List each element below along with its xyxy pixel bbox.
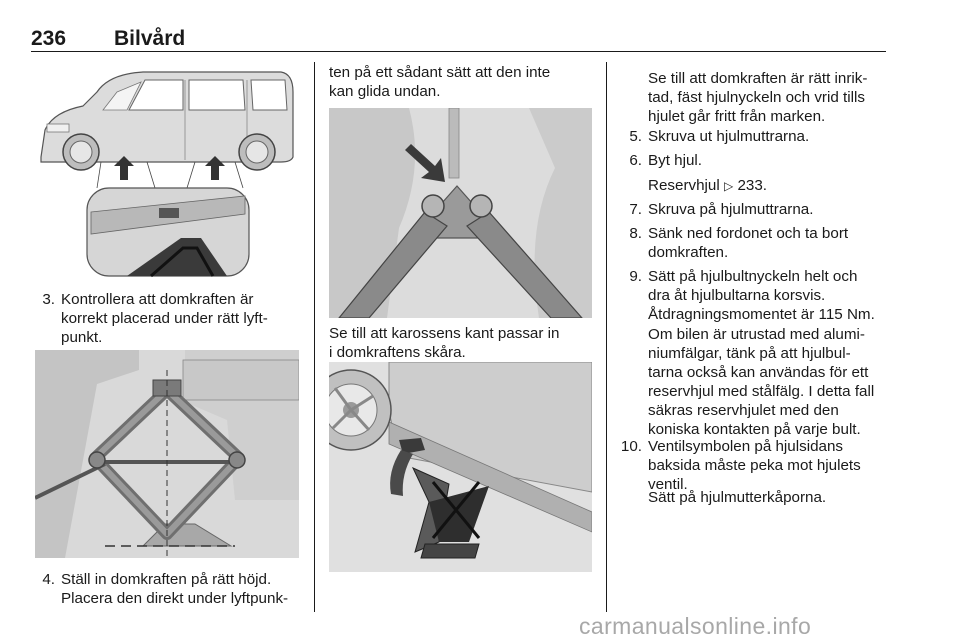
step-9-line: Sätt på hjulbultnyckeln helt och	[648, 268, 858, 285]
intro-line: tad, fäst hjulnyckeln och vrid tills	[648, 89, 865, 106]
step-4-continuation	[329, 63, 601, 101]
note-line: niumfälgar, tänk på att hjulbul-	[648, 345, 851, 362]
section-title: Bilvård	[114, 27, 186, 50]
step-3-line: Kontrollera att domkraften är	[61, 291, 254, 308]
step-3-line: punkt.	[61, 329, 103, 346]
watermark: carmanualsonline.info	[579, 613, 812, 639]
step-7	[618, 200, 898, 220]
caption-line: i domkraftens skåra.	[329, 344, 466, 361]
step-10-text	[648, 437, 861, 494]
scissor-jack-drawing	[35, 350, 299, 558]
note-line: säkras reservhjulet med den	[648, 402, 839, 419]
step-4-number: 4.	[42, 571, 55, 588]
step-5	[618, 127, 898, 147]
step-3-number: 3.	[42, 291, 55, 308]
jack-under-sill-illustration	[329, 362, 592, 572]
continuation-line: kan glida undan.	[329, 83, 441, 100]
jack-under-sill-drawing	[329, 362, 592, 572]
intro-line: hjulet går fritt från marken.	[648, 108, 826, 125]
car-lifting-illustration	[31, 62, 299, 280]
jack-head-closeup-illustration	[329, 108, 592, 318]
page-number: 236	[31, 27, 67, 50]
spare-wheel-reference[interactable]	[648, 176, 898, 196]
step-7-number: 7.	[629, 201, 642, 218]
reference-arrow-icon: ▷	[723, 179, 734, 193]
car-lifting-drawing	[31, 62, 299, 280]
step-9-text	[648, 267, 875, 324]
step-3-line: korrekt placerad under rätt lyft-	[61, 310, 268, 327]
step-4-line: Ställ in domkraften på rätt höjd.	[61, 571, 272, 588]
column-divider-1	[314, 62, 315, 612]
step-8-line: Sänk ned fordonet och ta bort	[648, 225, 849, 242]
step-5-number: 5.	[629, 128, 642, 145]
step-10-line: baksida måste peka mot hjulets	[648, 457, 861, 474]
step-9-number: 9.	[629, 268, 642, 285]
jack-head-drawing	[329, 108, 592, 318]
step-6-text: Byt hjul.	[648, 152, 703, 169]
reference-page: 233.	[737, 177, 768, 194]
step-8	[618, 224, 898, 264]
step-8-text	[648, 224, 848, 262]
step-4-text	[61, 570, 288, 608]
step-10-number: 10.	[620, 438, 642, 455]
caption-line: Se till att karossens kant passar in	[329, 325, 560, 342]
step-8-number: 8.	[629, 225, 642, 242]
header-rule	[31, 51, 886, 52]
step-4	[31, 570, 307, 610]
step-10-line: ventil.	[648, 476, 688, 493]
figure-caption	[329, 324, 601, 362]
final-instruction: Sätt på hjulmutterkåporna.	[648, 489, 827, 506]
step-3	[31, 290, 301, 350]
step-4-line: Placera den direkt under lyftpunk-	[61, 590, 289, 607]
step-6-number: 6.	[629, 152, 642, 169]
note-line: koniska kontakten på varje bult.	[648, 421, 861, 438]
alloy-rim-note	[648, 325, 908, 439]
step-7-text: Skruva på hjulmuttrarna.	[648, 201, 814, 218]
column-divider-2	[606, 62, 607, 612]
note-line: tarna också kan användas för ett	[648, 364, 869, 381]
step-5-text: Skruva ut hjulmuttrarna.	[648, 128, 810, 145]
continuation-line: ten på ett sådant sätt att den inte	[329, 64, 551, 81]
step-9-line: dra åt hjulbultarna korsvis.	[648, 287, 826, 304]
note-line: Om bilen är utrustad med alumi-	[648, 326, 865, 343]
step-9-line: Åtdragningsmomentet är 115 Nm.	[648, 306, 875, 323]
step-10-line: Ventilsymbolen på hjulsidans	[648, 438, 844, 455]
right-intro	[648, 69, 898, 126]
step-8-line: domkraften.	[648, 244, 729, 261]
step-6	[618, 151, 898, 171]
reference-label: Reservhjul	[648, 177, 720, 194]
scissor-jack-illustration	[35, 350, 299, 558]
step-9	[618, 267, 918, 327]
step-3-text	[61, 290, 268, 347]
note-line: reservhjul med stålfälg. I detta fall	[648, 383, 875, 400]
intro-line: Se till att domkraften är rätt inrik-	[648, 70, 868, 87]
